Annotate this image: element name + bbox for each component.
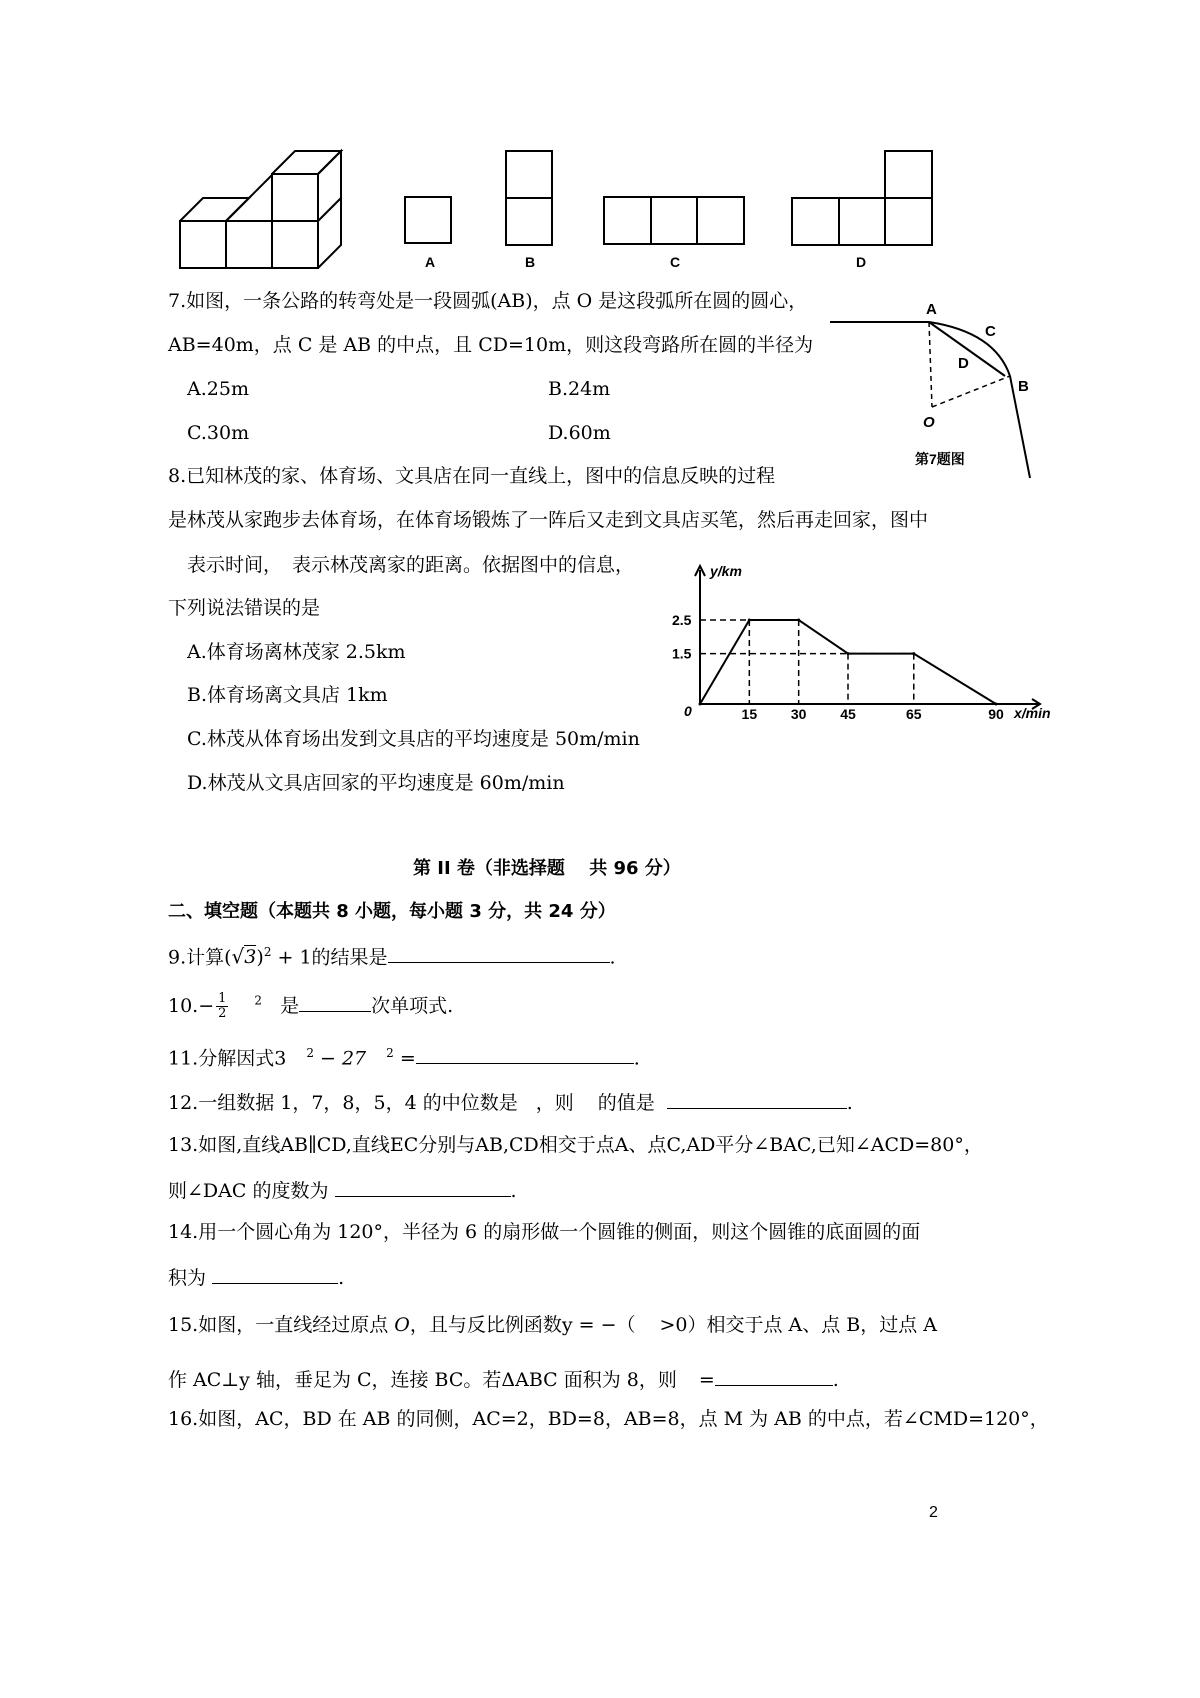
q8-distance-time-chart: [670, 560, 1065, 730]
q7-option-a: A.25m: [187, 378, 249, 400]
q9-answer-blank[interactable]: [388, 946, 610, 963]
q7-option-c: C.30m: [187, 422, 250, 444]
q7-point-o: O: [923, 414, 935, 431]
question-13-line1: 13.如图,直线AB∥CD,直线EC分别与AB,CD相交于点A、点C,AD平分∠BAC,已知∠ACD=80°，: [168, 1134, 983, 1156]
data-point: [748, 619, 751, 622]
question-11: 11.分解因式3 $^2$ − 27 $^2$ = .: [168, 1046, 640, 1070]
data-point: [699, 703, 702, 706]
question-14-line1: 14.用一个圆心角为 120°，半径为 6 的扇形做一个圆锥的侧面，则这个圆锥的底面圆的面: [168, 1221, 921, 1243]
question-14-line2: 积为 .: [168, 1267, 345, 1289]
q8-option-d: D.林茂从文具店回家的平均速度是 60m/min: [187, 772, 565, 794]
q8-stem-line3b: 表示林茂离家的距离。依据图中的信息，: [292, 554, 635, 576]
q10-answer-blank[interactable]: [299, 995, 371, 1012]
view-option-a: [404, 196, 456, 248]
q13-answer-blank[interactable]: [335, 1180, 511, 1197]
view-option-c: [603, 196, 748, 248]
q8-stem-line4: 下列说法错误的是: [168, 597, 321, 619]
q14-answer-blank[interactable]: [212, 1267, 338, 1284]
q7-road-figure: [825, 296, 1050, 481]
q8-series-line: [700, 620, 996, 704]
q7-point-d: D: [958, 355, 969, 372]
x-tick-label: 15: [741, 706, 758, 722]
q15-answer-blank[interactable]: [715, 1369, 833, 1386]
x-tick-label: 90: [988, 706, 1004, 722]
q7-point-c: C: [985, 323, 996, 340]
view-label-b: B: [525, 254, 536, 270]
y-axis-label: y/km: [710, 563, 742, 579]
q7-point-a: A: [926, 301, 937, 318]
q7-option-b: B.24m: [548, 378, 611, 400]
q8-option-b: B.体育场离文具店 1km: [187, 684, 388, 706]
view-label-c: C: [670, 254, 681, 270]
question-15-line2: 作 AC⊥y 轴，垂足为 C，连接 BC。若ΔABC 面积为 8，则 = .: [168, 1369, 839, 1391]
q7-stem-line1: 7.如图，一条公路的转弯处是一段圆弧(AB)，点 O 是这段弧所在圆的圆心，: [168, 290, 808, 312]
view-option-d: [791, 150, 936, 250]
part2-title: 第 II 卷（非选择题 共 96 分）: [413, 858, 681, 879]
question-9: 9.计算$(√3)^2 + 1$的结果是 .: [168, 944, 616, 969]
page-number: 2: [929, 1504, 938, 1521]
view-label-d: D: [856, 254, 867, 270]
data-point: [995, 703, 998, 706]
section-fill-in-title: 二、填空题（本题共 8 小题，每小题 3 分，共 24 分）: [168, 901, 616, 922]
q7-stem-line2: AB=40m，点 C 是 AB 的中点，且 CD=10m，则这段弯路所在圆的半径为: [168, 334, 814, 356]
q7-figure-caption: 第7题图: [915, 451, 965, 467]
x-tick-label: 65: [905, 706, 922, 722]
view-label-a: A: [425, 254, 436, 270]
data-point: [797, 619, 800, 622]
question-12: 12.一组数据 1，7，8，5，4 的中位数是 ，则 的值是 .: [168, 1092, 853, 1114]
q11-answer-blank[interactable]: [416, 1047, 634, 1064]
q8-stem-line3a: 表示时间，: [187, 554, 283, 576]
q8-stem-line2: 是林茂从家跑步去体育场，在体育场锻炼了一阵后又走到文具店买笔，然后再走回家，图中: [168, 509, 929, 531]
q8-option-c: C.林茂从体育场出发到文具店的平均速度是 50m/min: [187, 728, 640, 750]
cube-stack-figure: [175, 148, 345, 273]
question-16-line1: 16.如图，AC，BD 在 AB 的同侧，AC=2，BD=8，AB=8，点 M 为 AB 的中点，若∠CMD=120°，: [168, 1408, 1049, 1430]
x-axis-label: x/min: [1014, 705, 1051, 721]
q7-option-d: D.60m: [548, 422, 611, 444]
question-10: 10.− $\frac{1}{2}$ $^2$ 是 次单项式.: [168, 991, 454, 1022]
y-tick-label: 2.5: [672, 612, 692, 628]
q8-option-a: A.体育场离林茂家 2.5km: [187, 641, 406, 663]
origin-label: 0: [684, 703, 692, 719]
question-13-line2: 则∠DAC 的度数为 .: [168, 1180, 517, 1202]
question-15-line1: 15.如图，一直线经过原点 O，且与反比例函数y = −（ >0）相交于点 A、点 B，过点 A: [168, 1314, 938, 1336]
data-point: [912, 652, 915, 655]
q8-stem-line1: 8.已知林茂的家、体育场、文具店在同一直线上，图中的信息反映的过程: [168, 465, 776, 487]
y-tick-label: 1.5: [672, 645, 692, 662]
q7-point-b: B: [1018, 378, 1029, 395]
q12-answer-blank[interactable]: [667, 1092, 847, 1109]
view-option-b: [505, 150, 557, 250]
x-tick-label: 30: [790, 706, 807, 722]
x-tick-label: 45: [840, 706, 856, 722]
data-point: [847, 652, 850, 655]
